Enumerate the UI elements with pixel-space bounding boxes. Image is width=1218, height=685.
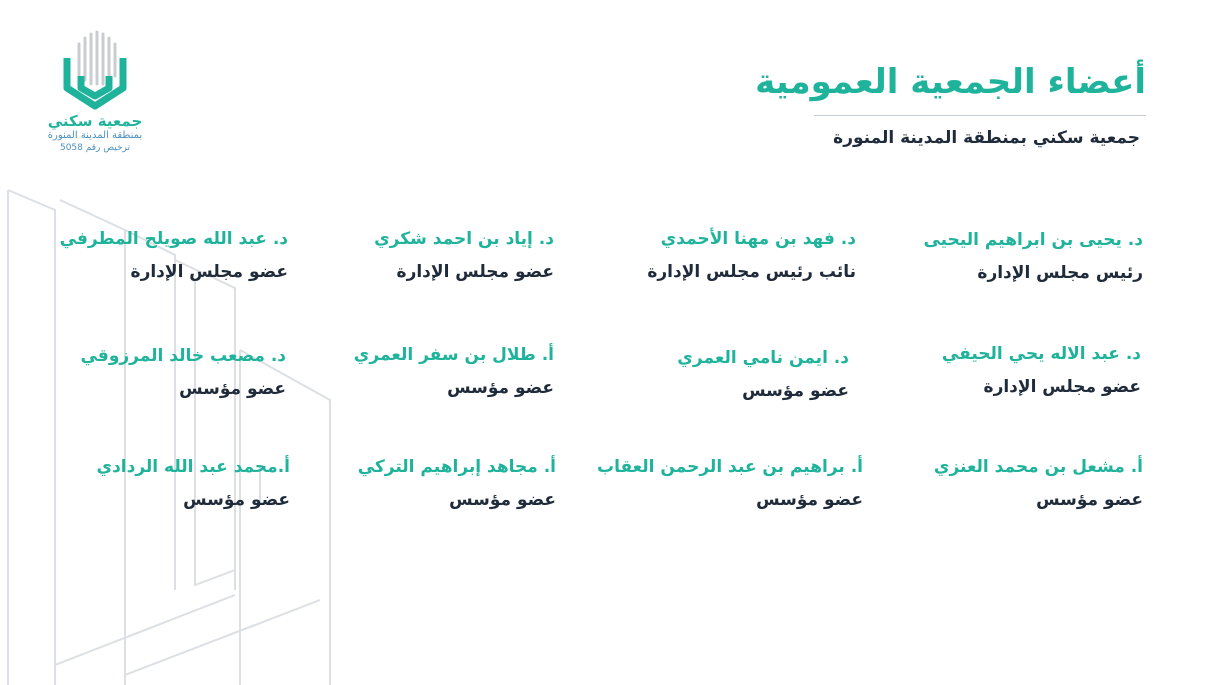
member-card xyxy=(883,455,1143,512)
member-role: رئيس مجلس الإدارة xyxy=(977,263,1143,283)
member-card xyxy=(26,344,286,401)
page-title: أعضاء الجمعية العمومية xyxy=(755,62,1146,102)
member-card xyxy=(296,455,556,512)
member-name: د. ايمن نامي العمري xyxy=(677,348,849,368)
member-name: أ.محمد عبد الله الردادي xyxy=(96,457,290,477)
member-name: أ. براهيم بن عبد الرحمن العقاب xyxy=(596,457,863,477)
logo xyxy=(35,28,155,168)
member-card xyxy=(596,455,863,512)
page-subtitle: جمعية سكني بمنطقة المدينة المنورة xyxy=(833,128,1140,148)
page-header xyxy=(746,58,1146,106)
member-role: عضو مجلس الإدارة xyxy=(983,377,1141,397)
member-card xyxy=(30,455,290,512)
member-role: عضو مؤسس xyxy=(742,381,849,401)
member-card xyxy=(881,342,1141,399)
member-name: أ. طلال بن سفر العمري xyxy=(353,345,554,365)
member-role: عضو مجلس الإدارة xyxy=(396,262,554,282)
member-name: د. إياد بن احمد شكري xyxy=(374,229,554,249)
member-name: د. عبد الاله يحي الحيفي xyxy=(941,344,1141,364)
logo-region: بمنطقة المدينة المنورة xyxy=(47,130,143,141)
logo-name: جمعية سكني xyxy=(47,112,143,130)
member-role: عضو مؤسس xyxy=(449,490,556,510)
title-divider xyxy=(814,115,1146,116)
member-card xyxy=(883,228,1143,285)
member-role: عضو مجلس الإدارة xyxy=(130,262,288,282)
member-card xyxy=(589,346,849,403)
member-name: د. مصعب خالد المرزوقي xyxy=(80,346,286,366)
logo-license: ترخيص رقم 5058 xyxy=(59,143,131,153)
member-card xyxy=(294,227,554,284)
member-card xyxy=(28,227,288,284)
member-name: د. عبد الله صويلح المطرفي xyxy=(59,229,288,249)
member-name: د. يحيى بن ابراهيم اليحيى xyxy=(923,230,1143,250)
member-name: أ. مشعل بن محمد العنزي xyxy=(933,457,1143,477)
member-role: عضو مؤسس xyxy=(756,490,863,510)
member-role: عضو مؤسس xyxy=(183,490,290,510)
building-book-logo-icon xyxy=(55,28,135,110)
member-role: عضو مؤسس xyxy=(447,378,554,398)
member-card xyxy=(596,227,856,284)
member-role: نائب رئيس مجلس الإدارة xyxy=(647,262,856,282)
member-name: د. فهد بن مهنا الأحمدي xyxy=(660,229,856,249)
member-card xyxy=(294,343,554,400)
member-name: أ. مجاهد إبراهيم التركي xyxy=(357,457,556,477)
member-role: عضو مؤسس xyxy=(179,379,286,399)
member-role: عضو مؤسس xyxy=(1036,490,1143,510)
